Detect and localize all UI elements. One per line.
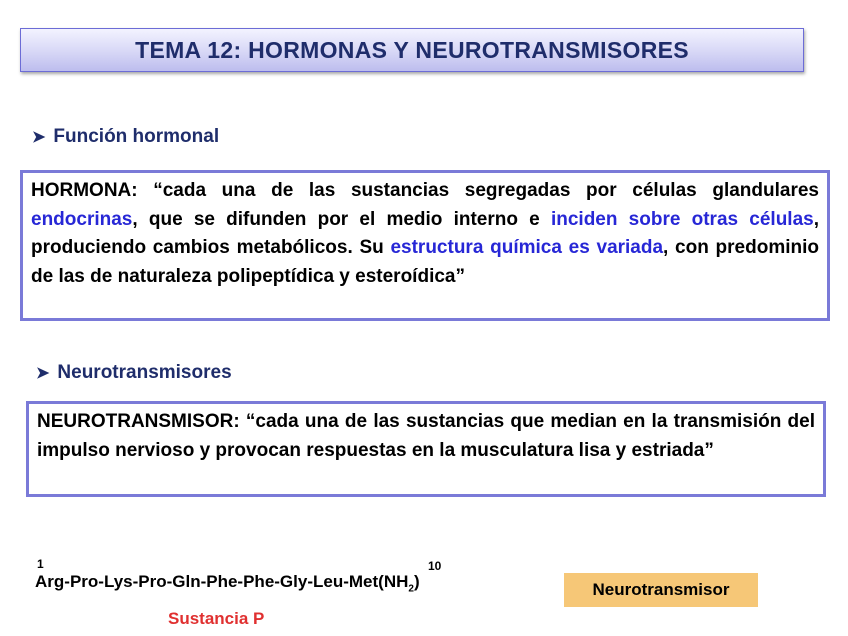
- highlight-text: estructura química es variada: [390, 237, 664, 258]
- tag-label: Neurotransmisor: [592, 580, 730, 599]
- section-heading-label: Neurotransmisores: [57, 362, 232, 383]
- arrow-bullet-icon: ➤: [36, 365, 50, 382]
- position-start-label: 1: [37, 557, 44, 571]
- highlight-text: inciden sobre otras células: [550, 208, 814, 230]
- sequence-close: ): [413, 572, 420, 591]
- definition-text: , produciendo cambios metabólicos. Su: [31, 208, 820, 258]
- section-heading-neurotransmisores: [36, 362, 232, 384]
- sequence-text: Arg-Pro-Lys-Pro-Gln-Phe-Phe-Gly-Leu-Met(NH: [35, 572, 409, 591]
- subscript-text: 2: [408, 583, 414, 595]
- definition-text: HORMONA: “cada una de las sustancias segregadas por células glandulares: [31, 180, 819, 201]
- highlight-text: endocrinas: [31, 208, 133, 230]
- title-bar: [20, 28, 804, 72]
- peptide-sequence: [35, 557, 555, 597]
- neurotransmisor-tag: [564, 573, 758, 607]
- sustancia-p-caption: Sustancia P: [168, 609, 265, 628]
- arrow-bullet-icon: ➤: [32, 129, 46, 146]
- definition-text: , que se difunden por el medio interno e: [132, 208, 551, 230]
- position-end-label: 10: [428, 559, 442, 573]
- section-heading-label: Función hormonal: [53, 126, 220, 147]
- amino-acid-sequence: [35, 572, 420, 594]
- section-heading-hormonal: [32, 126, 219, 148]
- neurotransmisor-definition-box: [26, 401, 826, 497]
- page-title: TEMA 12: HORMONAS Y NEUROTRANSMISORES: [135, 36, 689, 63]
- definition-text: NEUROTRANSMISOR: “cada una de las sustancias que median en la transmisión del impulso nervioso y provocan respuestas en la musculatura lisa y estriada”: [37, 411, 815, 461]
- hormona-definition-box: [20, 170, 830, 321]
- definition-text: , con predominio de las de naturaleza polipeptídica y esteroídica”: [31, 237, 819, 287]
